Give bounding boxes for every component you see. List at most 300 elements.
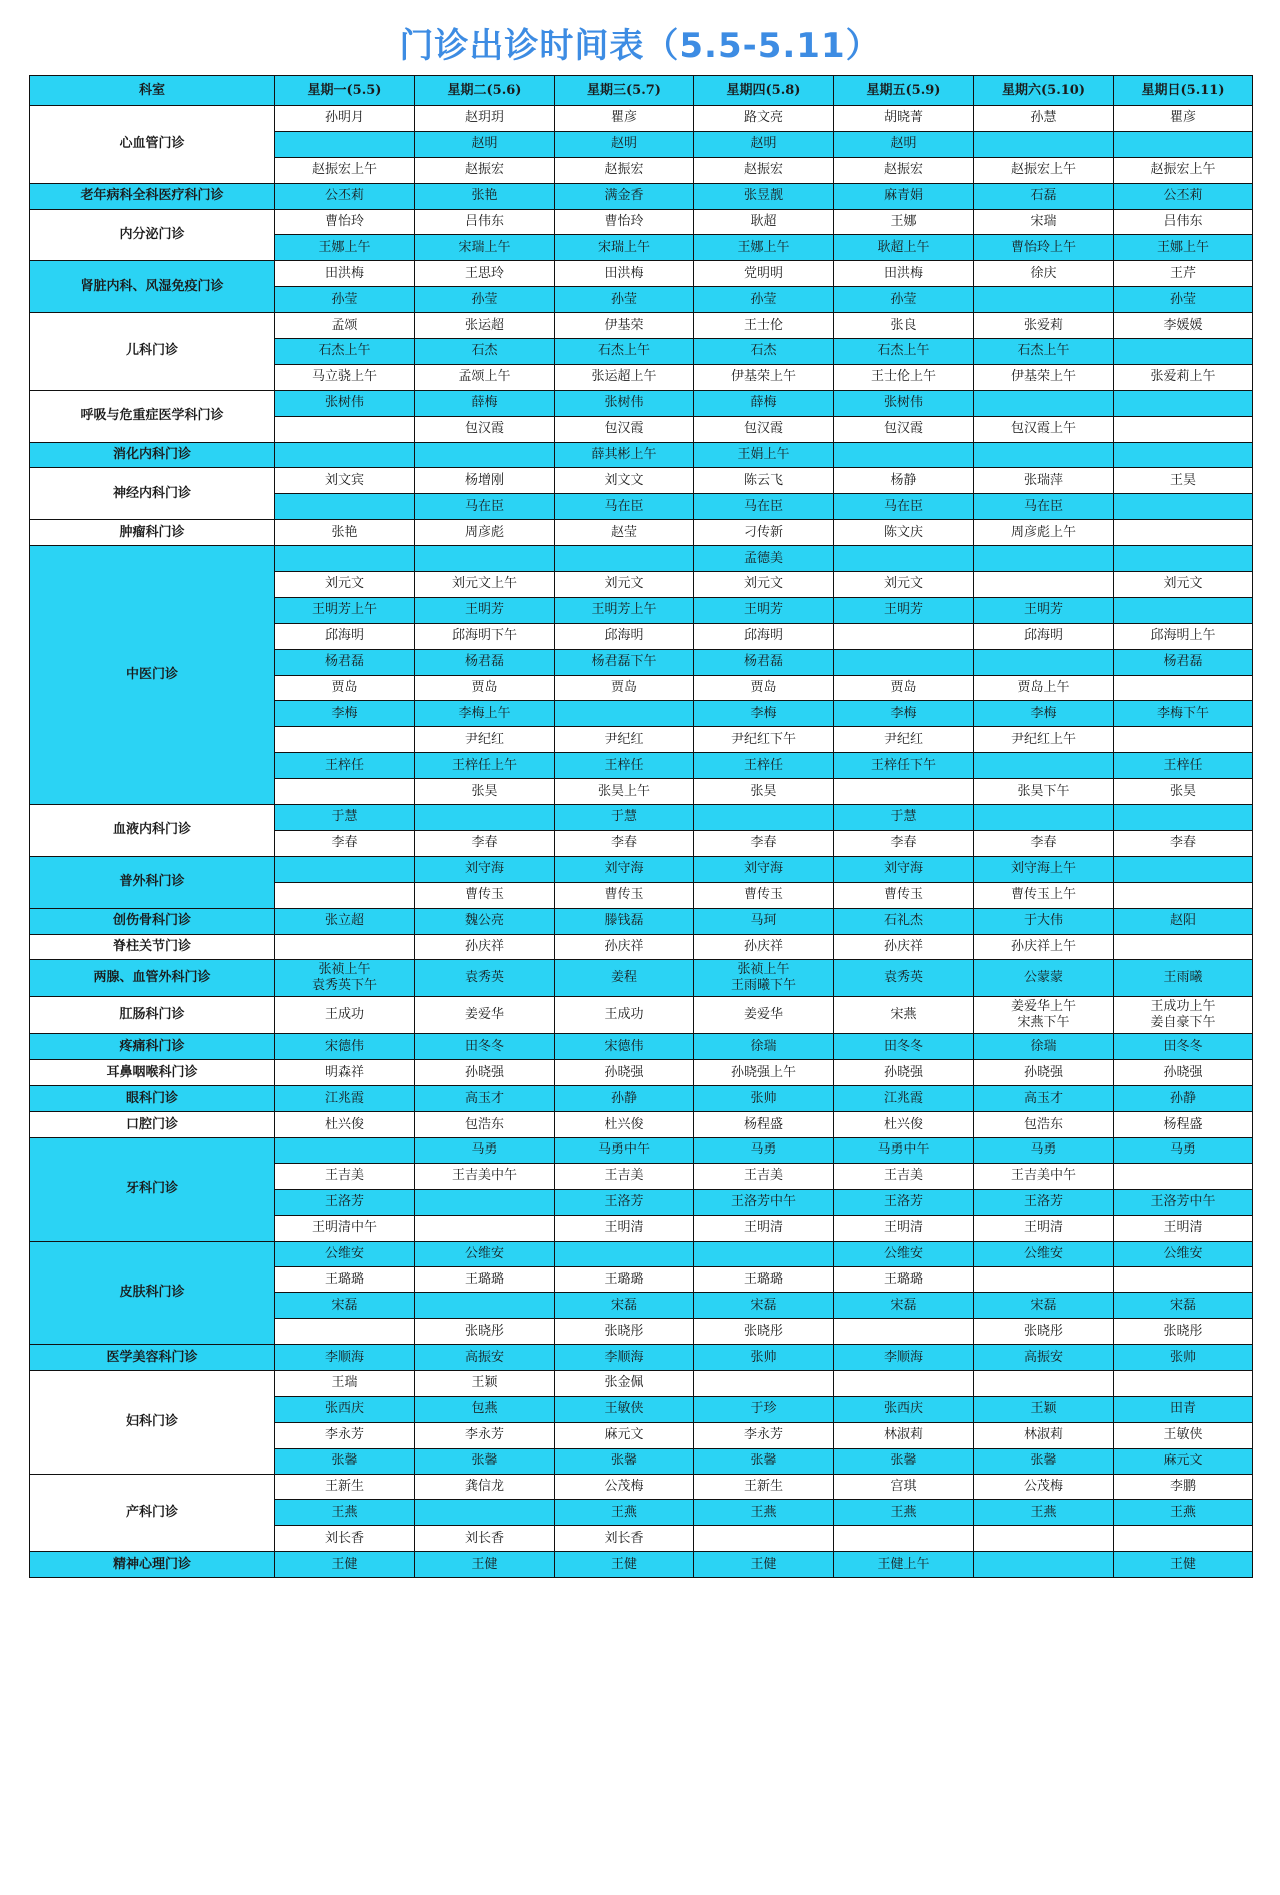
department-name: 老年病科全科医疗科门诊	[30, 183, 275, 209]
doctor-cell	[555, 1034, 694, 1060]
doctor-cell	[555, 572, 694, 598]
doctor-name: 李永芳	[464, 1427, 504, 1443]
doctor-cell	[694, 364, 834, 390]
doctor-cell	[555, 339, 694, 365]
doctor-cell	[555, 106, 694, 132]
doctor-cell	[834, 727, 974, 753]
doctor-cell	[275, 1137, 415, 1163]
doctor-name: 王敏侠	[1163, 1427, 1203, 1443]
doctor-cell	[555, 1500, 694, 1526]
doctor-name: 孟颂	[331, 317, 358, 333]
doctor-cell	[974, 1526, 1114, 1552]
doctor-name: 李顺海	[883, 1349, 923, 1365]
doctor-name: 田冬冬	[464, 1038, 504, 1054]
doctor-cell	[834, 1215, 974, 1241]
doctor-name: 杜兴俊	[604, 1116, 644, 1132]
doctor-cell	[275, 494, 415, 520]
doctor-name: 张树伟	[324, 395, 364, 411]
doctor-name: 石磊	[1030, 188, 1057, 204]
doctor-cell	[694, 856, 834, 882]
doctor-cell	[555, 1345, 694, 1371]
doctor-cell	[694, 287, 834, 313]
doctor-cell	[1114, 1526, 1253, 1552]
doctor-cell	[694, 675, 834, 701]
doctor-name: 李鹏	[1169, 1478, 1196, 1494]
doctor-name: 贾岛	[471, 680, 498, 696]
doctor-cell	[694, 520, 834, 546]
doctor-name: 杨程盛	[1163, 1116, 1203, 1132]
doctor-name: 张馨	[471, 1453, 498, 1469]
doctor-name: 张金佩	[604, 1375, 644, 1391]
doctor-cell	[275, 960, 415, 997]
doctor-name: 刘文文	[604, 472, 644, 488]
doctor-cell	[694, 1034, 834, 1060]
doctor-cell	[275, 106, 415, 132]
doctor-name: 张艳	[471, 188, 498, 204]
doctor-cell	[834, 339, 974, 365]
doctor-cell	[834, 157, 974, 183]
doctor-name: 包汉霞	[464, 421, 504, 437]
doctor-name: 高振安	[464, 1349, 504, 1365]
doctor-cell	[275, 261, 415, 287]
doctor-cell	[415, 623, 555, 649]
doctor-cell	[834, 882, 974, 908]
doctor-cell	[1114, 856, 1253, 882]
doctor-name: 张立超	[324, 913, 364, 929]
doctor-cell	[834, 1396, 974, 1422]
department-name: 肾脏内科、风湿免疫门诊	[30, 261, 275, 313]
doctor-cell	[1114, 1215, 1253, 1241]
doctor-name: 张晓彤	[464, 1323, 504, 1339]
doctor-cell	[555, 1086, 694, 1112]
doctor-name: 王梓任	[604, 757, 644, 773]
doctor-name: 周彦彪	[464, 524, 504, 540]
doctor-name: 陈云飞	[743, 472, 783, 488]
doctor-name: 杨君磊	[464, 654, 504, 670]
doctor-cell	[1114, 675, 1253, 701]
department-name: 脊柱关节门诊	[30, 934, 275, 960]
doctor-cell	[555, 442, 694, 468]
doctor-cell	[555, 1448, 694, 1474]
doctor-name: 张馨	[331, 1453, 358, 1469]
department-name: 心血管门诊	[30, 106, 275, 184]
doctor-cell	[694, 934, 834, 960]
doctor-name: 宋磊	[750, 1297, 777, 1313]
doctor-name: 王洛芳	[883, 1194, 923, 1210]
doctor-name: 王明芳	[883, 602, 923, 618]
doctor-name: 杨增刚	[464, 472, 504, 488]
doctor-cell	[1114, 209, 1253, 235]
doctor-cell	[415, 960, 555, 997]
doctor-name: 包燕	[471, 1401, 498, 1417]
doctor-cell	[1114, 546, 1253, 572]
doctor-name: 杨君磊	[324, 654, 364, 670]
doctor-cell	[834, 1060, 974, 1086]
doctor-cell	[694, 1500, 834, 1526]
doctor-cell	[694, 1189, 834, 1215]
department-name: 消化内科门诊	[30, 442, 275, 468]
doctor-name: 张馨	[750, 1453, 777, 1469]
doctor-cell	[415, 597, 555, 623]
doctor-name: 宋德伟	[604, 1038, 644, 1054]
doctor-name: 王颖	[1030, 1401, 1057, 1417]
doctor-cell	[974, 623, 1114, 649]
doctor-cell	[415, 1293, 555, 1319]
doctor-cell	[834, 1112, 974, 1138]
doctor-name: 王洛芳	[324, 1194, 364, 1210]
doctor-name: 陈文庆	[883, 524, 923, 540]
doctor-cell	[974, 1474, 1114, 1500]
doctor-name: 赵明	[890, 136, 917, 152]
doctor-cell	[834, 1345, 974, 1371]
doctor-cell	[555, 830, 694, 856]
doctor-cell	[555, 597, 694, 623]
doctor-name: 包汉霞	[743, 421, 783, 437]
doctor-name: 瞿彦	[610, 110, 637, 126]
doctor-name: 王颖	[471, 1375, 498, 1391]
doctor-cell	[694, 1112, 834, 1138]
doctor-name: 公蒙蒙	[1023, 970, 1063, 986]
doctor-name: 王娜	[890, 214, 917, 229]
doctor-name: 公维安	[1163, 1245, 1203, 1261]
doctor-name: 公茂梅	[1023, 1478, 1063, 1494]
doctor-cell	[974, 1215, 1114, 1241]
doctor-cell	[415, 287, 555, 313]
schedule-body	[30, 106, 1253, 1578]
doctor-name: 张晓彤	[743, 1323, 783, 1339]
doctor-name: 曹传玉	[464, 887, 504, 903]
doctor-name: 宋磊	[1030, 1297, 1057, 1313]
doctor-name: 赵阳	[1169, 913, 1196, 929]
doctor-cell	[834, 1034, 974, 1060]
doctor-cell	[1114, 649, 1253, 675]
doctor-name: 李梅上午	[458, 705, 511, 721]
doctor-cell	[974, 572, 1114, 598]
doctor-name: 李梅	[750, 705, 777, 721]
doctor-cell	[974, 934, 1114, 960]
doctor-cell	[415, 1267, 555, 1293]
doctor-cell	[275, 805, 415, 831]
doctor-name: 王雨曦	[1163, 970, 1203, 986]
doctor-name: 孙晓强	[464, 1064, 504, 1080]
doctor-name: 尹纪红	[464, 731, 504, 747]
doctor-cell	[694, 1396, 834, 1422]
doctor-name: 李梅	[890, 705, 917, 721]
doctor-name: 李春	[1169, 835, 1196, 851]
doctor-cell	[694, 235, 834, 261]
doctor-cell	[834, 183, 974, 209]
doctor-name: 于慧	[890, 809, 917, 825]
doctor-cell	[1114, 805, 1253, 831]
header-thursday: 星期四(5.8)	[694, 76, 834, 106]
doctor-name: 刘长香	[324, 1530, 364, 1546]
doctor-cell	[974, 1552, 1114, 1578]
department-name: 疼痛科门诊	[30, 1034, 275, 1060]
department-name: 眼科门诊	[30, 1086, 275, 1112]
doctor-cell	[974, 442, 1114, 468]
doctor-name: 马勇中午	[597, 1142, 650, 1158]
doctor-cell	[415, 1370, 555, 1396]
doctor-name: 马在臣	[743, 498, 783, 514]
department-name: 精神心理门诊	[30, 1552, 275, 1578]
doctor-cell	[694, 1267, 834, 1293]
doctor-cell	[1114, 520, 1253, 546]
doctor-name: 王芹	[1169, 265, 1196, 281]
doctor-cell	[415, 468, 555, 494]
header-saturday: 星期六(5.10)	[974, 76, 1114, 106]
doctor-cell	[415, 1396, 555, 1422]
doctor-cell	[834, 1163, 974, 1189]
doctor-cell	[694, 572, 834, 598]
doctor-name: 孟德美	[743, 550, 783, 566]
doctor-name: 李春	[471, 835, 498, 851]
doctor-cell	[275, 882, 415, 908]
doctor-name: 张馨	[1030, 1453, 1057, 1469]
doctor-cell	[834, 235, 974, 261]
doctor-cell	[694, 1526, 834, 1552]
doctor-cell	[694, 1086, 834, 1112]
doctor-name: 赵振宏	[883, 162, 923, 178]
doctor-cell	[974, 1396, 1114, 1422]
doctor-cell	[415, 572, 555, 598]
doctor-cell	[1114, 779, 1253, 805]
doctor-cell	[694, 1448, 834, 1474]
doctor-cell	[555, 1189, 694, 1215]
doctor-name: 高玉才	[464, 1090, 504, 1106]
doctor-cell	[1114, 106, 1253, 132]
doctor-cell	[1114, 1396, 1253, 1422]
doctor-cell	[275, 468, 415, 494]
doctor-name: 刘元文	[1163, 576, 1203, 592]
doctor-name: 王璐璐	[464, 1271, 504, 1287]
doctor-name: 王瑞	[331, 1375, 358, 1391]
doctor-cell	[834, 1370, 974, 1396]
doctor-cell	[275, 1112, 415, 1138]
doctor-cell	[1114, 1112, 1253, 1138]
doctor-name: 王洛芳	[604, 1194, 644, 1210]
doctor-name: 公维安	[464, 1245, 504, 1261]
doctor-name: 王明芳	[464, 602, 504, 618]
doctor-cell	[1114, 572, 1253, 598]
doctor-cell	[1114, 1500, 1253, 1526]
doctor-cell	[834, 1500, 974, 1526]
doctor-name: 刘守海	[464, 861, 504, 877]
doctor-cell	[694, 468, 834, 494]
doctor-cell	[834, 908, 974, 934]
doctor-name: 公维安	[883, 1245, 923, 1261]
doctor-name: 王梓任下午	[870, 757, 936, 773]
doctor-name: 张运超	[464, 317, 504, 333]
doctor-name: 宋磊	[1169, 1297, 1196, 1313]
doctor-cell	[275, 1086, 415, 1112]
doctor-name: 宫琪	[890, 1478, 917, 1494]
doctor-cell	[834, 960, 974, 997]
doctor-name: 薛梅	[471, 395, 498, 411]
doctor-cell	[415, 882, 555, 908]
doctor-cell	[415, 313, 555, 339]
doctor-cell	[415, 856, 555, 882]
doctor-name: 赵振宏上午	[311, 162, 377, 178]
doctor-cell	[694, 997, 834, 1034]
doctor-cell	[555, 131, 694, 157]
doctor-cell	[275, 649, 415, 675]
doctor-cell	[275, 597, 415, 623]
doctor-name: 张馨	[610, 1453, 637, 1469]
doctor-cell	[275, 183, 415, 209]
doctor-cell	[694, 1060, 834, 1086]
doctor-cell	[415, 131, 555, 157]
doctor-name: 孙莹	[750, 291, 777, 307]
doctor-name: 姜程	[610, 970, 637, 986]
doctor-name: 邱海明上午	[1150, 628, 1216, 644]
doctor-name: 李春	[331, 835, 358, 851]
doctor-name: 李春	[890, 835, 917, 851]
doctor-name: 贾岛	[750, 680, 777, 696]
header-monday: 星期一(5.5)	[275, 76, 415, 106]
doctor-name: 张爱莉上午	[1150, 369, 1216, 385]
doctor-cell	[415, 364, 555, 390]
doctor-cell	[555, 623, 694, 649]
doctor-cell	[834, 1422, 974, 1448]
doctor-cell	[974, 468, 1114, 494]
schedule-row	[30, 934, 1253, 960]
doctor-cell	[555, 390, 694, 416]
doctor-name: 杨君磊	[1163, 654, 1203, 670]
doctor-name: 王明清	[743, 1220, 783, 1236]
doctor-name: 王璐璐	[604, 1271, 644, 1287]
doctor-cell	[415, 1500, 555, 1526]
doctor-cell	[555, 364, 694, 390]
doctor-name: 路文亮	[743, 110, 783, 126]
schedule-row	[30, 1112, 1253, 1138]
doctor-name: 王健	[1169, 1556, 1196, 1572]
doctor-cell	[834, 701, 974, 727]
doctor-cell	[974, 675, 1114, 701]
doctor-cell	[1114, 1189, 1253, 1215]
doctor-name: 耿超上午	[877, 239, 930, 255]
doctor-name: 魏公亮	[464, 913, 504, 929]
doctor-name: 包汉霞上午	[1010, 421, 1076, 437]
doctor-name: 石杰上午	[877, 343, 930, 359]
doctor-cell	[694, 1241, 834, 1267]
doctor-name: 马勇中午	[877, 1142, 930, 1158]
doctor-cell	[974, 1293, 1114, 1319]
doctor-name: 王成功	[604, 1007, 644, 1023]
doctor-cell	[694, 1215, 834, 1241]
doctor-name: 赵振宏上午	[1150, 162, 1216, 178]
doctor-cell	[415, 494, 555, 520]
doctor-name: 刘守海	[604, 861, 644, 877]
doctor-name: 袁秀英	[464, 970, 504, 986]
doctor-name: 张晓彤	[604, 1323, 644, 1339]
doctor-cell	[1114, 494, 1253, 520]
doctor-cell	[694, 183, 834, 209]
doctor-name: 王明清	[1163, 1220, 1203, 1236]
doctor-name: 刘元文	[743, 576, 783, 592]
doctor-name: 姜爱华	[743, 1007, 783, 1023]
doctor-name: 张良	[890, 317, 917, 333]
doctor-name: 王燕	[331, 1504, 358, 1520]
doctor-name: 田洪梅	[883, 265, 923, 281]
doctor-cell	[974, 779, 1114, 805]
doctor-cell	[415, 1241, 555, 1267]
schedule-row	[30, 1474, 1253, 1500]
doctor-cell	[1114, 1241, 1253, 1267]
doctor-name: 宋瑞	[1030, 214, 1057, 229]
doctor-name: 孙晓强	[1163, 1064, 1203, 1080]
doctor-cell	[555, 1241, 694, 1267]
doctor-name: 伊基荣上午	[1010, 369, 1076, 385]
header-tuesday: 星期二(5.6)	[415, 76, 555, 106]
department-name: 创伤骨科门诊	[30, 908, 275, 934]
doctor-cell	[415, 390, 555, 416]
doctor-name: 王洛芳中午	[1150, 1194, 1216, 1210]
department-name: 肿瘤科门诊	[30, 520, 275, 546]
doctor-cell	[275, 131, 415, 157]
doctor-name: 赵莹	[610, 524, 637, 540]
doctor-cell	[555, 727, 694, 753]
doctor-cell	[415, 546, 555, 572]
doctor-name: 王士伦上午	[870, 369, 936, 385]
doctor-cell	[834, 546, 974, 572]
doctor-cell	[694, 1370, 834, 1396]
doctor-name: 王吉美	[604, 1168, 644, 1184]
doctor-cell	[555, 779, 694, 805]
doctor-name: 薛梅	[750, 395, 777, 411]
department-name: 医学美容科门诊	[30, 1345, 275, 1371]
doctor-name: 公维安	[1023, 1245, 1063, 1261]
doctor-cell	[555, 1293, 694, 1319]
doctor-cell	[275, 908, 415, 934]
doctor-cell	[1114, 1448, 1253, 1474]
doctor-name: 张树伟	[604, 395, 644, 411]
doctor-cell	[275, 1370, 415, 1396]
doctor-name: 于慧	[610, 809, 637, 825]
doctor-name: 孙静	[1169, 1090, 1196, 1106]
doctor-name: 孙莹	[1169, 291, 1196, 307]
doctor-cell	[694, 1319, 834, 1345]
department-name: 两腺、血管外科门诊	[30, 960, 275, 997]
doctor-cell	[974, 960, 1114, 997]
doctor-cell	[415, 261, 555, 287]
doctor-cell	[275, 313, 415, 339]
doctor-name: 王明芳上午	[591, 602, 657, 618]
doctor-name: 孙庆祥上午	[1010, 938, 1076, 954]
header-sunday: 星期日(5.11)	[1114, 76, 1253, 106]
doctor-name: 赵明	[471, 136, 498, 152]
doctor-cell	[1114, 701, 1253, 727]
doctor-cell	[974, 1500, 1114, 1526]
doctor-name: 孙明月	[324, 110, 364, 126]
doctor-name: 马珂	[750, 913, 777, 929]
doctor-name: 马勇	[750, 1142, 777, 1158]
doctor-name: 赵振宏	[743, 162, 783, 178]
doctor-cell	[275, 1215, 415, 1241]
doctor-name: 王燕	[1030, 1504, 1057, 1520]
doctor-name: 王吉美	[743, 1168, 783, 1184]
doctor-cell	[834, 597, 974, 623]
doctor-cell	[974, 183, 1114, 209]
doctor-cell	[694, 339, 834, 365]
doctor-cell	[834, 131, 974, 157]
doctor-name: 田青	[1169, 1401, 1196, 1417]
doctor-cell	[974, 1370, 1114, 1396]
doctor-name: 刘长香	[464, 1530, 504, 1546]
doctor-name: 王吉美	[883, 1168, 923, 1184]
doctor-name: 刘长香	[604, 1530, 644, 1546]
doctor-name: 马在臣	[464, 498, 504, 514]
doctor-name: 王成功上午 姜自豪下午	[1150, 999, 1216, 1031]
